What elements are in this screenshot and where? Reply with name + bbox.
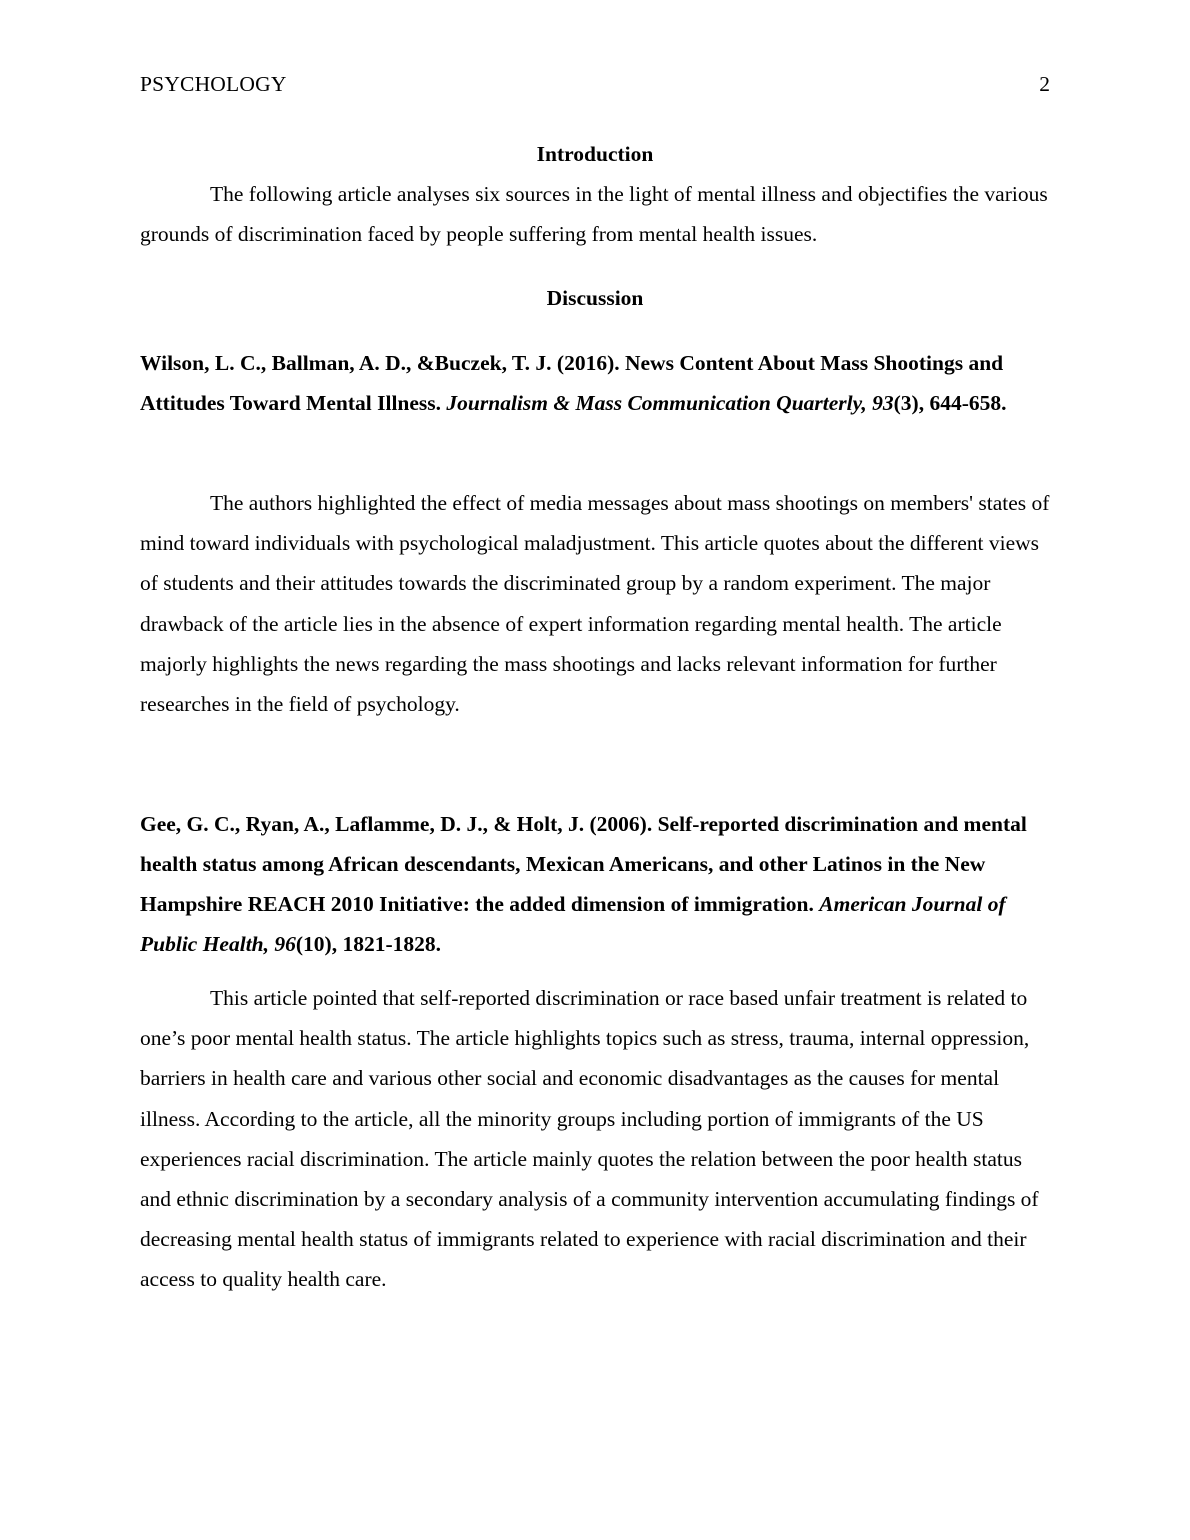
citation-separator: , (861, 391, 873, 415)
citation-separator: , (263, 932, 275, 956)
citation-volume: 93 (872, 391, 894, 415)
source-summary-paragraph: The authors highlighted the effect of media messages about mass shootings on members' states of mind toward individuals with psychological maladjustment. This article quotes about the different views of students and their attitudes towards the discriminated group by a random experiment. The major drawback of the article lies in the absence of expert information regarding mental health. The article majorly highlights the news regarding the mass shootings and lacks relevant information for further researches in the field of psychology. (140, 491, 1050, 717)
discussion-heading: Discussion (546, 286, 644, 310)
running-head (140, 70, 1050, 98)
source-summary-paragraph: This article pointed that self-reported discrimination or race based unfair treatment is related to one’s poor mental health status. The article highlights topics such as stress, trauma, internal oppression, barriers in health care and various other social and economic disadvantages as the causes for mental illness. According to the article, all the minority groups including portion of immigrants of the US experiences racial discrimination. The article mainly quotes the relation between the poor health status and ethnic discrimination by a secondary analysis of a community intervention accumulating findings of decreasing mental health status of immigrants related to experience with racial discrimination and their access to quality health care. (140, 986, 1039, 1292)
citation-journal: American Journal of Public Health (140, 892, 1006, 956)
citation-authors-title: Wilson, L. C., Ballman, A. D., &Buczek, T. J. (2016). News Content About Mass Shootings and Attitudes Toward Mental Illness. (140, 351, 1004, 415)
citation-issue-pages: (3), 644-658. (893, 391, 1007, 415)
reference-citation (140, 804, 1055, 964)
document-page (140, 0, 1050, 1540)
citation-issue-pages: (10), 1821-1828. (295, 932, 441, 956)
introduction-paragraph: The following article analyses six sources in the light of mental illness and objectifies the various grounds of discrimination faced by people suffering from mental health issues. (140, 182, 1048, 247)
citation-authors-title: Gee, G. C., Ryan, A., Laflamme, D. J., & Holt, J. (2006). Self-reported discrimination and mental health status among African descendants, Mexican Americans, and other Latinos in the New Hampshire REACH 2010 Initiative: the added dimension of immigration. (140, 812, 1027, 916)
citation-journal: Journalism & Mass Communication Quarterly (446, 391, 862, 415)
reference-citation (140, 343, 1055, 423)
running-title: PSYCHOLOGY (140, 72, 287, 96)
introduction-heading: Introduction (536, 142, 654, 166)
page-number: 2 (1039, 72, 1050, 96)
citation-volume: 96 (274, 932, 296, 956)
